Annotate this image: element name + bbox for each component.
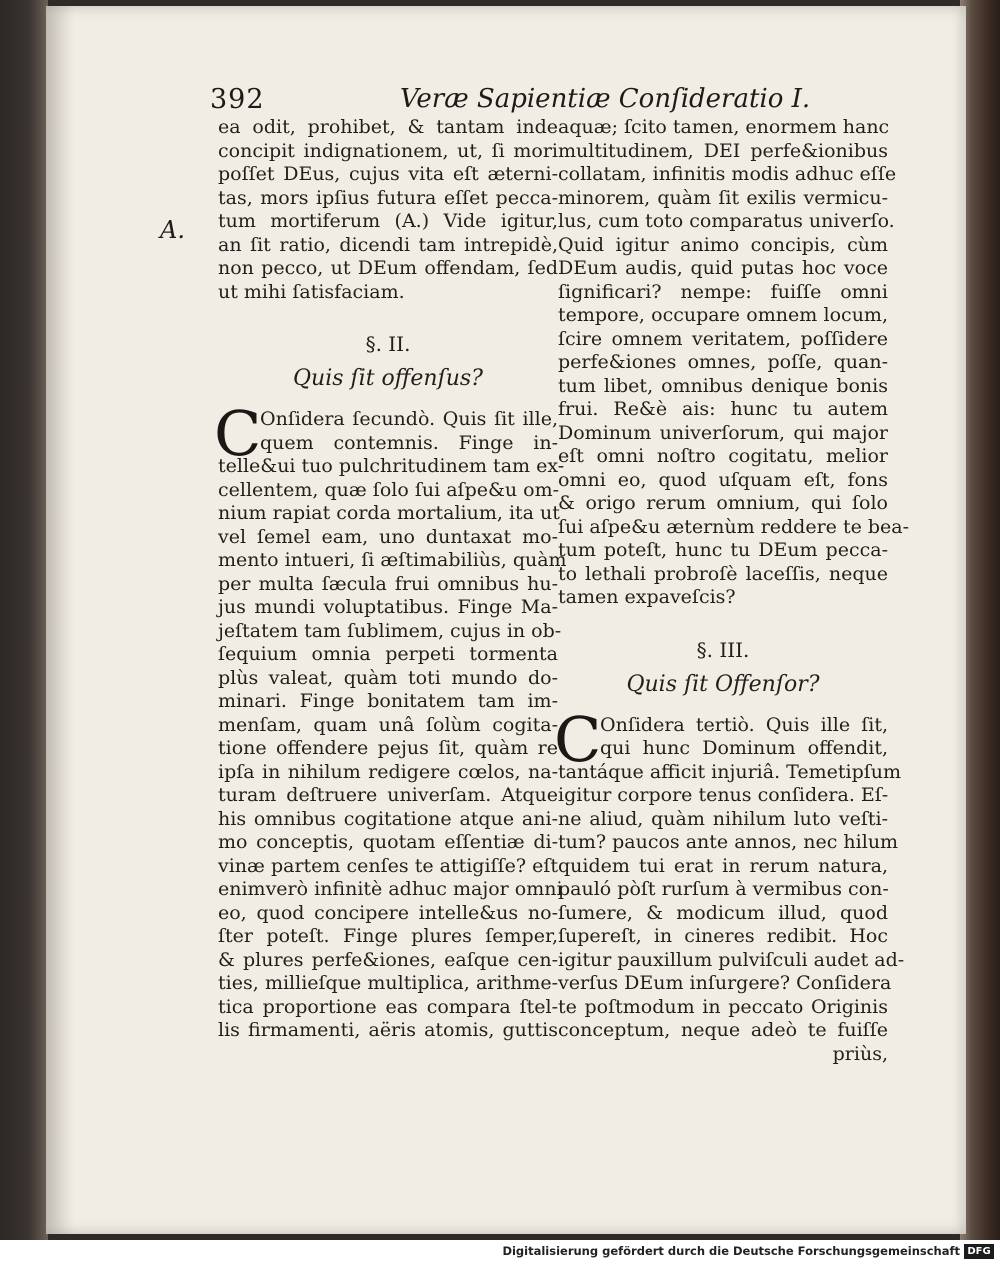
text-line: turam deſtruere univerſam. Atque [218, 784, 558, 806]
text-line: tantáque afficit injuriâ. Temetipſum [558, 760, 902, 783]
section-title: Quis ſit offenſus? [293, 366, 483, 391]
text-line: multitudinem, DEI perfe&ionibus [558, 139, 888, 162]
text-line: lus, cum toto comparatus univerſo. [558, 210, 895, 232]
text-line: poſſet DEus, cujus vita eſt æterni- [218, 163, 558, 185]
text-line: DEum audis, quid putas hoc voce [558, 257, 888, 279]
text-line: omni eo, quod uſquam eſt, fons [558, 468, 888, 491]
text-line: Onſidera tertiò. Quis ille ſit, [600, 713, 888, 736]
text-line: pauló pòſt rurſum à vermibus con- [558, 878, 889, 900]
right-top-text [558, 116, 910, 610]
text-line: ſter poteſt. Finge plures ſemper, [218, 925, 558, 947]
right-column [554, 116, 910, 1066]
text-line: nium rapiat corda mortalium, ita ut [218, 502, 560, 524]
text-line: his omnibus cogitatione atque ani- [218, 807, 558, 830]
text-line: ſignificari? nempe: fuiſſe omni [558, 280, 888, 303]
text-line: tione offendere pejus ſit, quàm re [218, 737, 558, 759]
text-line: perfe&iones omnes, poſſe, quan- [558, 351, 888, 373]
text-line: ea odit, prohibet, & tantam inde [218, 116, 558, 138]
text-line: non pecco, ut DEum offendam, ſed [218, 257, 558, 279]
margin-note: A. [160, 216, 185, 244]
text-line: & origo rerum omnium, qui ſolo [558, 492, 888, 514]
text-line: eſt omni noſtro cogitatu, melior [558, 445, 888, 467]
text-line: ſcire omnem veritatem, poſſidere [558, 327, 888, 350]
text-line: telle&ui tuo pulchritudinem tam ex- [218, 455, 565, 477]
paragraph [214, 397, 567, 1043]
text-line: ſupereſt, in cineres redibit. Hoc [558, 925, 888, 947]
text-line: eo, quod concipere intelle&us no- [218, 901, 558, 924]
text-line: ne aliud, quàm nihilum luto veſti- [558, 807, 888, 830]
text-line: & plures perfe&iones, eaſque cen- [218, 948, 558, 971]
text-line: quidem tui erat in rerum natura, [558, 854, 888, 877]
text-line: jus mundi voluptatibus. Finge Ma- [218, 596, 558, 618]
text-line: igitur corpore tenus conſidera. Eſ- [558, 784, 889, 806]
text-line: tempore, occupare omnem locum, [558, 304, 888, 326]
left-top-text [218, 116, 558, 304]
text-line: te poſtmodum in peccato Originis [558, 995, 888, 1018]
text-line: aquæ; ſcito tamen, enormem hanc [558, 116, 890, 138]
text-line: tum libet, omnibus denique bonis [558, 374, 888, 397]
text-line: to lethali probroſè laceſſis, neque [558, 562, 888, 585]
text-line: tum mortiferum (A.) Vide igitur, [218, 210, 558, 232]
catchword: priùs, [832, 1042, 888, 1065]
text-line: enimverò infinitè adhuc major omni [218, 878, 563, 900]
paragraph [554, 702, 905, 1067]
text-line: quem contemnis. Finge in- [260, 431, 558, 454]
text-line: mento intueri, ſi æſtimabiliùs, quàm [218, 549, 567, 571]
funding-credit: Digitalisierung gefördert durch die Deutsche Forschungsgemeinschaft [502, 1244, 960, 1258]
text-line: Onſidera ſecundò. Quis ſit ille, [260, 408, 558, 430]
text-line: minari. Finge bonitatem tam im- [218, 690, 558, 712]
running-head [210, 84, 890, 120]
text-line: ipſa in nihilum redigere cœlos, na- [218, 760, 558, 783]
text-line: tica proportione eas compara ſtel- [218, 995, 558, 1018]
text-line: tamen expaveſcis? [558, 586, 736, 608]
drop-initial: C [554, 702, 602, 776]
section-title: Quis ſit Offenſor? [626, 671, 820, 697]
text-line: ut mihi ſatisfaciam. [218, 280, 405, 303]
footer-bar [0, 1240, 1000, 1264]
text-line: ties, millieſque multiplica, arithme- [218, 972, 558, 994]
page-gutter-shadow [46, 6, 74, 1234]
text-line: mo conceptis, quotam eſſentiæ di- [218, 831, 558, 853]
running-title: Veræ Sapientiæ Conſideratio I. [400, 84, 811, 114]
book-edge-right [960, 0, 1000, 1240]
dfg-logo: DFG [964, 1244, 994, 1259]
text-line: Quid igitur animo concipis, cùm [558, 233, 888, 256]
text-line: verſus DEum inſurgere? Conſidera [558, 972, 892, 994]
text-line: an ſit ratio, dicendi tam intrepidè, [218, 233, 558, 256]
text-line: tum? paucos ante annos, nec hilum [558, 831, 899, 853]
drop-initial: C [214, 397, 262, 470]
text-line: igitur pauxillum pulviſculi audet ad- [558, 948, 905, 971]
text-line: ſequium omnia perpeti tormenta [218, 643, 558, 665]
text-line: plùs valeat, quàm toti mundo do- [218, 666, 558, 689]
text-line: conceptum, neque adeò te fuiſſe [558, 1019, 888, 1041]
text-line: tas, mors ipſius futura eſſet pecca- [218, 186, 558, 209]
text-line: per multa ſæcula frui omnibus hu- [218, 572, 558, 595]
text-line: minorem, quàm ſit exilis vermicu- [558, 186, 888, 209]
page-number: 392 [210, 84, 265, 115]
scan-background-left [0, 0, 48, 1240]
text-line: tum poteſt, hunc tu DEum pecca- [558, 539, 888, 561]
text-line: menſam, quam unâ ſolùm cogita- [218, 713, 558, 736]
text-line: jeſtatem tam ſublimem, cujus in ob- [218, 619, 562, 642]
text-line: concipit indignationem, ut, ſi mori [218, 139, 558, 162]
text-line: vinæ partem cenſes te attigiſſe? eſt [218, 854, 558, 877]
text-line: collatam, infinitis modis adhuc eſſe [558, 163, 897, 185]
text-line: cellentem, quæ ſolo ſui aſpe&u om- [218, 478, 560, 501]
section-number: §. II. [365, 332, 411, 356]
text-line: qui hunc Dominum offendit, [600, 737, 888, 759]
text-line: ſumere, & modicum illud, quod [558, 901, 888, 924]
text-line: Dominum univerſorum, qui major [558, 421, 888, 444]
text-line: ſui aſpe&u æternùm reddere te bea- [558, 515, 910, 538]
text-line: vel ſemel eam, uno duntaxat mo- [218, 525, 558, 548]
left-column [214, 116, 567, 1043]
text-line: lis firmamenti, aëris atomis, guttis [218, 1019, 558, 1041]
text-line: frui. Re&è ais: hunc tu autem [558, 398, 888, 420]
section-number: §. III. [696, 637, 750, 662]
